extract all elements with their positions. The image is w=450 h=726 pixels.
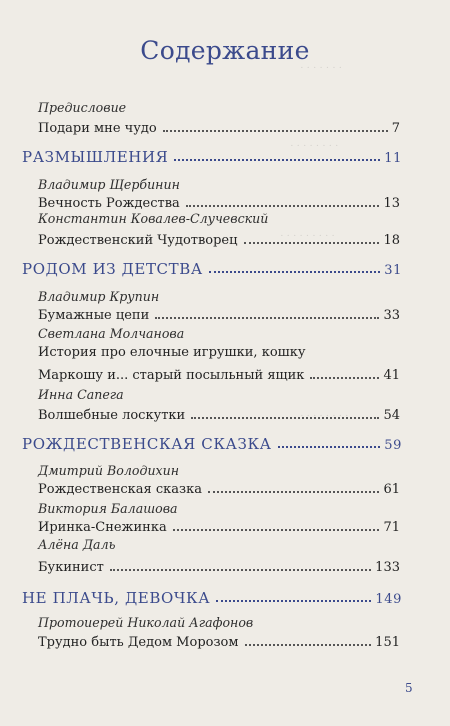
toc-section-3[interactable] — [22, 431, 402, 453]
page-title: Содержание — [140, 36, 310, 65]
entry-title: Иринка-Снежинка — [38, 520, 167, 535]
book-page: · · · · · · · · · · · · · · · · · · · · · · · · · · · · · · · · Содержание Предисловие Подари мне чудо 7 РАЗМЫШЛЕНИЯ 11 Владимир Щербинин Вечность Рождества 13 Константин Ковалев-Случевский Рождественский Чудотворец 18 РОДОМ ИЗ ДЕТСТВА 31 Владимир Крупин Бумажные цепи 33 Светлана Молчанова История про елочные игрушки, кошку Маркошу и... старый посыльный ящик 41 Инна Сапега Волшебные лоскутки 54 РОЖДЕСТВЕНСКАЯ СКАЗКА 59 Дмитрий Володихин Рождественская сказка 61 Виктория Балашова Иринка-Снежинка 71 Алёна Даль Букинист 133 НЕ ПЛАЧЬ, ДЕВОЧКА 149 Протоиерей Николай Агафонов Трудно быть Дедом Морозом 151 5 — [0, 0, 450, 726]
toc-entry[interactable] — [38, 477, 400, 497]
entry-title: Бумажные цепи — [38, 308, 150, 323]
dot-leader — [216, 600, 371, 602]
dot-leader — [209, 271, 380, 273]
toc-section-2[interactable] — [22, 256, 402, 278]
dot-leader — [110, 569, 371, 571]
entry-page: 41 — [383, 368, 400, 383]
dot-leader — [208, 491, 379, 493]
toc-section-4[interactable] — [22, 585, 402, 607]
section-title: НЕ ПЛАЧЬ, ДЕВОЧКА — [22, 589, 211, 607]
entry-page: 54 — [383, 408, 400, 423]
dot-leader — [155, 317, 379, 319]
toc-section-1[interactable] — [22, 144, 402, 166]
entry-page: 33 — [383, 308, 400, 323]
entry-author: Владимир Щербинин — [38, 177, 180, 192]
preface-label: Предисловие — [38, 100, 127, 115]
dot-leader — [310, 377, 379, 379]
entry-title-line1[interactable]: История про елочные игрушки, кошку — [38, 345, 306, 360]
toc-entry[interactable] — [38, 363, 400, 383]
section-title: РОДОМ ИЗ ДЕТСТВА — [22, 260, 203, 278]
dot-leader — [244, 242, 380, 244]
entry-page: 18 — [383, 233, 400, 248]
dot-leader — [278, 446, 381, 448]
entry-page: 13 — [383, 196, 400, 211]
dot-leader — [191, 417, 379, 419]
entry-title: Трудно быть Дедом Морозом — [38, 635, 239, 650]
toc-entry[interactable] — [38, 191, 400, 211]
toc-entry[interactable] — [38, 303, 400, 323]
entry-page: 61 — [383, 482, 400, 497]
entry-page: 133 — [375, 560, 400, 575]
entry-page: 7 — [391, 121, 400, 136]
entry-title: Маркошу и... старый посыльный ящик — [38, 368, 305, 383]
entry-page: 151 — [375, 635, 400, 650]
entry-title: Волшебные лоскутки — [38, 408, 186, 423]
page-number: 5 — [405, 681, 413, 695]
entry-author: Константин Ковалев-Случевский — [38, 211, 269, 226]
entry-title: Букинист — [38, 560, 104, 575]
entry-author: Виктория Балашова — [38, 501, 178, 516]
dot-leader — [186, 205, 380, 207]
entry-author: Светлана Молчанова — [38, 326, 185, 341]
section-title: РАЗМЫШЛЕНИЯ — [22, 148, 169, 166]
toc-entry[interactable] — [38, 555, 400, 575]
toc-entry-preface[interactable] — [38, 116, 400, 136]
section-page: 149 — [375, 592, 402, 607]
toc-entry[interactable] — [38, 515, 400, 535]
dot-leader — [245, 644, 372, 646]
dot-leader — [173, 529, 380, 531]
entry-author: Инна Сапега — [38, 387, 124, 402]
toc-entry[interactable] — [38, 228, 400, 248]
entry-author: Алёна Даль — [38, 537, 116, 552]
entry-author: Протоиерей Николай Агафонов — [38, 615, 254, 630]
section-page: 59 — [384, 438, 402, 453]
section-page: 31 — [384, 263, 402, 278]
toc-entry[interactable] — [38, 630, 400, 650]
entry-title: Вечность Рождества — [38, 196, 180, 211]
dot-leader — [174, 159, 380, 161]
entry-title: Рождественский Чудотворец — [38, 233, 238, 248]
section-page: 11 — [384, 151, 402, 166]
toc-entry[interactable] — [38, 403, 400, 423]
entry-page: 71 — [383, 520, 400, 535]
entry-author: Дмитрий Володихин — [38, 463, 180, 478]
dot-leader — [163, 130, 388, 132]
entry-author: Владимир Крупин — [38, 289, 160, 304]
section-title: РОЖДЕСТВЕНСКАЯ СКАЗКА — [22, 435, 272, 453]
entry-title: Рождественская сказка — [38, 482, 202, 497]
entry-title: Подари мне чудо — [38, 121, 157, 136]
